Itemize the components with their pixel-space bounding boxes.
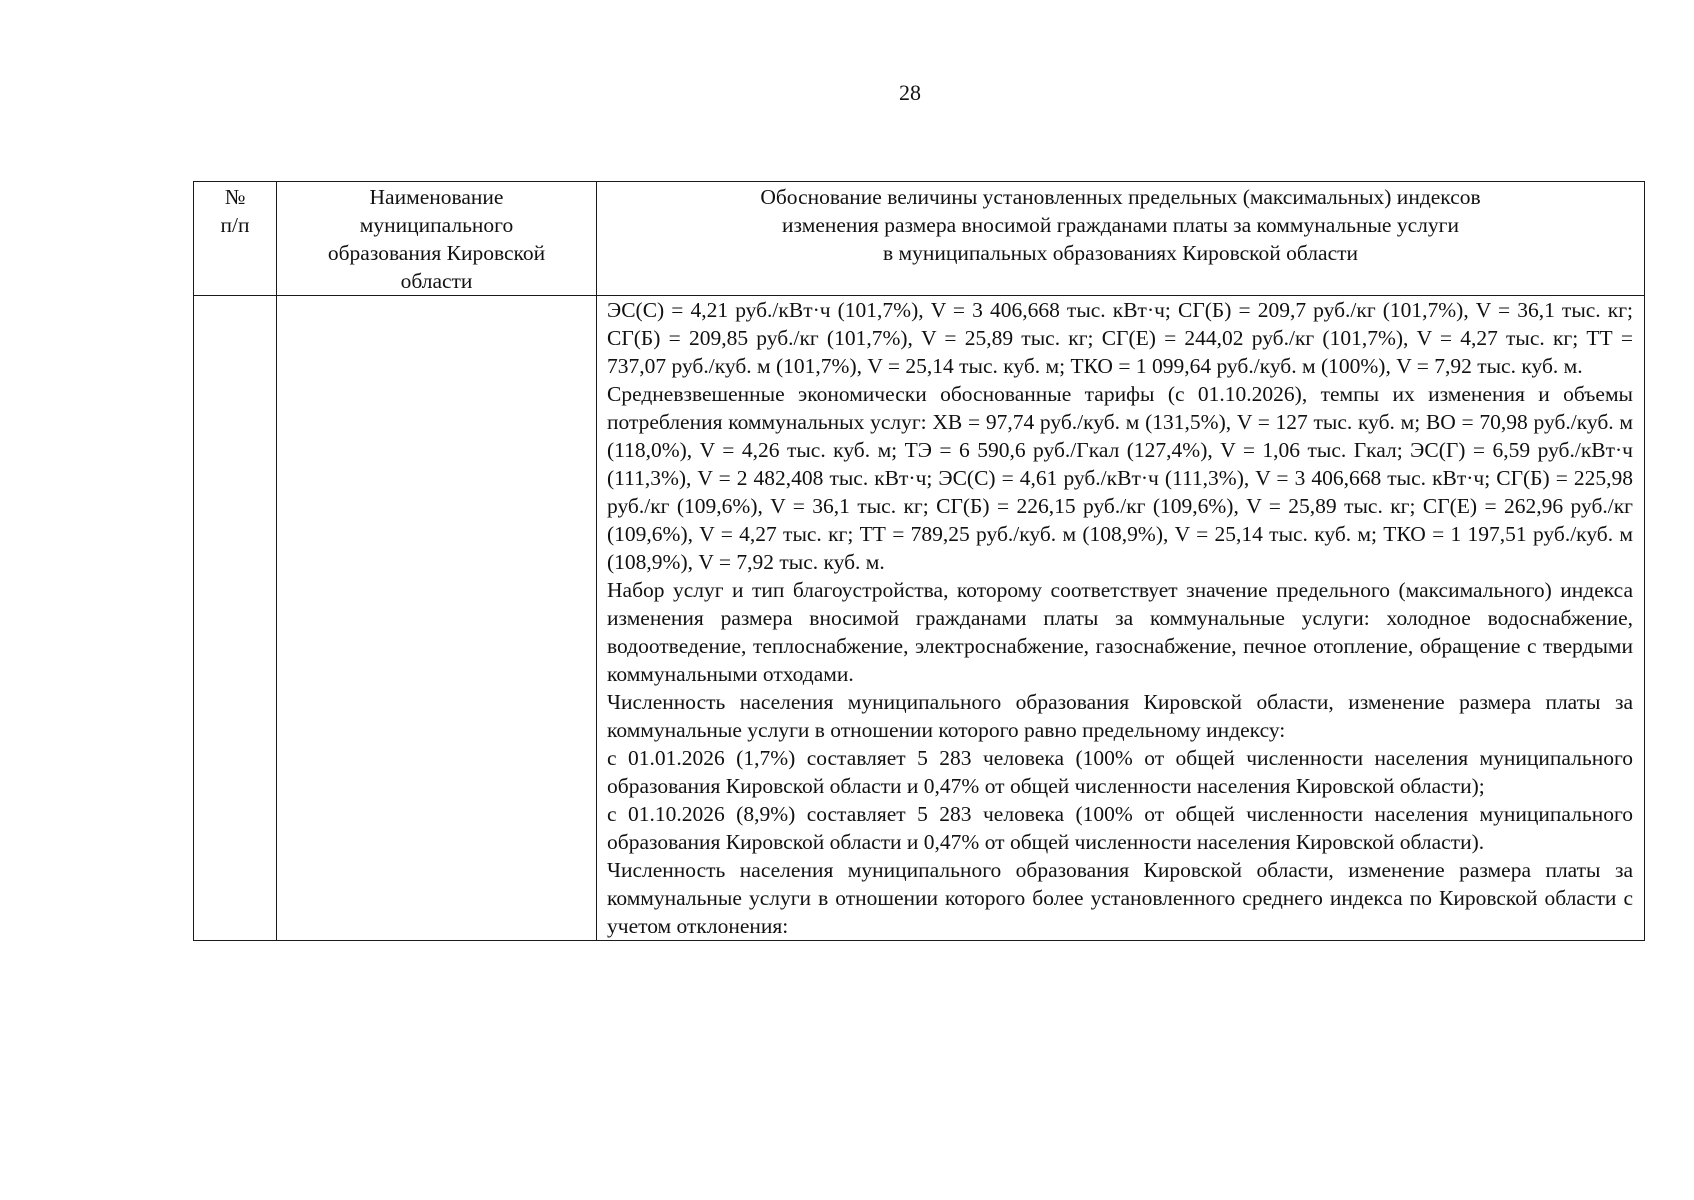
header-municipality-column xyxy=(277,182,597,296)
paragraph: с 01.10.2026 (8,9%) составляет 5 283 человека (100% от общей численности населения муниципального образования Кировской области и 0,47% от общей численности населения Кировской области). xyxy=(607,802,1633,854)
number-cell xyxy=(194,296,277,941)
paragraph: Численность населения муниципального образования Кировской области, изменение размера платы за коммунальные услуги в отношении которого равно предельному индексу: xyxy=(607,690,1633,742)
header-line: образования Кировской xyxy=(327,241,546,265)
page-number: 28 xyxy=(899,80,921,105)
header-line: области xyxy=(400,269,473,293)
header-number-column xyxy=(194,182,277,296)
header-line: № xyxy=(224,185,246,209)
paragraph: с 01.01.2026 (1,7%) составляет 5 283 человека (100% от общей численности населения муниципального образования Кировской области и 0,47% от общей численности населения Кировской области); xyxy=(607,746,1633,798)
tariff-justification-table xyxy=(193,181,1645,941)
header-line: муниципального xyxy=(359,213,514,237)
municipality-cell xyxy=(277,296,597,941)
justification-cell xyxy=(597,296,1645,941)
header-line: п/п xyxy=(220,213,250,237)
table-header-row xyxy=(194,182,1645,296)
header-line: изменения размера вносимой гражданами платы за коммунальные услуги xyxy=(782,213,1459,237)
paragraph: ЭС(С) = 4,21 руб./кВт·ч (101,7%), V = 3 406,668 тыс. кВт·ч; СГ(Б) = 209,7 руб./кг (101,7%), V = 36,1 тыс. кг; СГ(Б) = 209,85 руб./кг (101,7%), V = 25,89 тыс. кг; СГ(Е) = 244,02 руб./кг (101,7%), V = 4,27 тыс. кг; ТТ = 737,07 руб./куб. м (101,7%), V = 25,14 тыс. куб. м; ТКО = 1 099,64 руб./куб. м (100%), V = 7,92 тыс. куб. м. xyxy=(607,298,1633,378)
paragraph: Средневзвешенные экономически обоснованные тарифы (с 01.10.2026), темпы их изменения и объемы потребления коммунальных услуг: ХВ = 97,74 руб./куб. м (131,5%), V = 127 тыс. куб. м; ВО = 70,98 руб./куб. м (118,0%), V = 4,26 тыс. куб. м; ТЭ = 6 590,6 руб./Гкал (127,4%), V = 1,06 тыс. Гкал; ЭС(Г) = 6,59 руб./кВт·ч (111,3%), V = 2 482,408 тыс. кВт·ч; ЭС(С) = 4,61 руб./кВт·ч (111,3%), V = 3 406,668 тыс. кВт·ч; СГ(Б) = 225,98 руб./кг (109,6%), V = 36,1 тыс. кг; СГ(Б) = 226,15 руб./кг (109,6%), V = 25,89 тыс. кг; СГ(Е) = 262,96 руб./кг (109,6%), V = 4,27 тыс. кг; ТТ = 789,25 руб./куб. м (108,9%), V = 25,14 тыс. куб. м; ТКО = 1 197,51 руб./куб. м (108,9%), V = 7,92 тыс. куб. м. xyxy=(607,382,1633,574)
table-row xyxy=(194,296,1645,941)
paragraph: Численность населения муниципального образования Кировской области, изменение размера платы за коммунальные услуги в отношении которого более установленного среднего индекса по Кировской области с учетом отклонения: xyxy=(607,858,1633,938)
header-line: в муниципальных образованиях Кировской области xyxy=(882,241,1359,265)
header-line: Наименование xyxy=(369,185,504,209)
header-line: Обоснование величины установленных предельных (максимальных) индексов xyxy=(760,185,1481,209)
paragraph: Набор услуг и тип благоустройства, которому соответствует значение предельного (максимального) индекса изменения размера вносимой гражданами платы за коммунальные услуги: холодное водоснабжение, водоотведение, теплоснабжение, электроснабжение, газоснабжение, печное отопление, обращение с твердыми коммунальными отходами. xyxy=(607,578,1633,686)
header-justification-column xyxy=(597,182,1645,296)
